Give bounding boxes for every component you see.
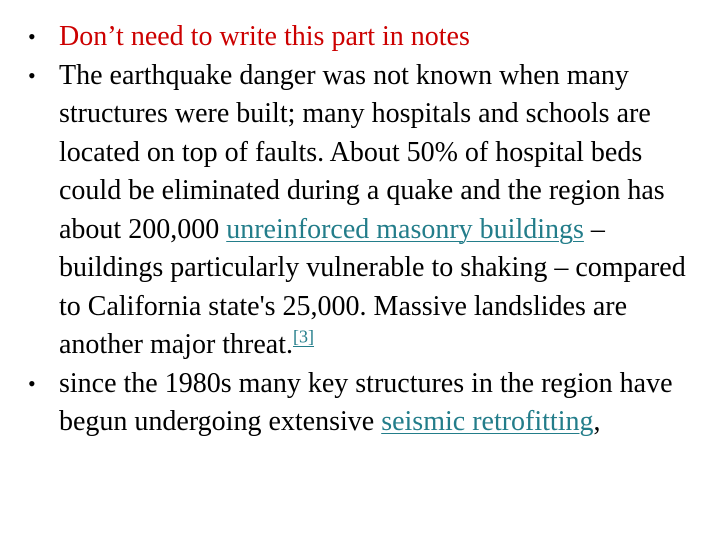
bullet-dot-icon: • <box>28 24 36 49</box>
bullet-dot-icon: • <box>28 370 36 396</box>
bullet-item-note <box>28 18 688 57</box>
bullet-text: , <box>593 406 601 437</box>
bullet-text: since the 1980s many key structures in the region have begun undergoing extensive <box>59 367 673 437</box>
note-text: Don’t need to write this part in notes <box>59 21 470 52</box>
bullet-text: The earthquake danger was not known when many structures were built; many hospitals and schools are located on top of faults. About 50% of hospital beds could be eliminated during a quake and the region has about 200,000 <box>59 59 665 245</box>
link-seismic-retrofitting[interactable]: seismic retrofitting <box>381 406 594 437</box>
citation-ref <box>293 327 314 347</box>
bullet-list <box>28 18 688 442</box>
bullet-dot-icon: • <box>28 62 36 88</box>
bullet-item-earthquake-danger <box>28 57 688 365</box>
bullet-text: – buildings particularly vulnerable to shaking – compared to California state's 25,000. Massive landslides are another major threat. <box>59 213 686 360</box>
link-unreinforced-masonry[interactable]: unreinforced masonry buildings <box>226 213 584 245</box>
bullet-item-retrofitting <box>28 365 688 442</box>
citation-link[interactable]: [3] <box>293 326 315 347</box>
